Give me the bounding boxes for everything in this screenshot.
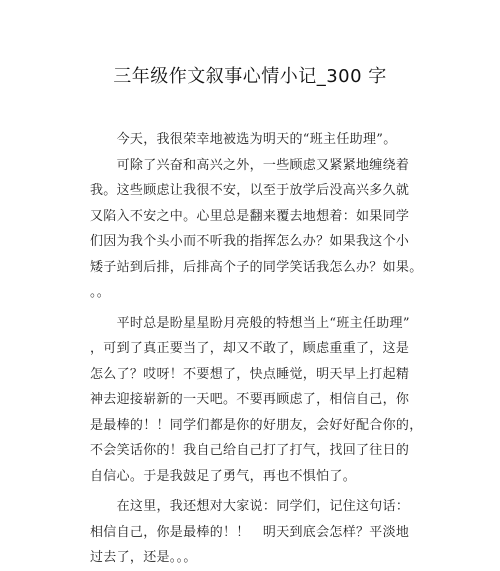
text-line: 可除了兴奋和高兴之外，一些顾虑又紧紧地缠绕着 [90,157,410,173]
document-body [90,127,430,571]
text-line: 怎么了？哎呀！不要想了，快点睡觉，明天早上打起精 [90,366,410,382]
paragraph-2 [90,311,430,490]
text-line: 又陷入不安之中。心里总是翻来覆去地想着：如果同学 [90,208,410,224]
text-line: 我。这些顾虑让我很不安，以至于放学后没高兴多久就 [90,183,410,198]
text-line: 不会笑话你的！我自己给自己打了打气，找回了往日的 [90,443,410,458]
text-line: 矮子站到后排，后排高个子的同学笑话我怎么办？如果。 [90,259,423,275]
text-line: 。。 [90,285,111,300]
paragraph-3 [90,494,430,571]
text-line: 今天，我很荣幸地被选为明天的“班主任助理”。 [90,132,397,147]
paragraph-1 [90,127,430,306]
text-line: 神去迎接崭新的一天吧。不要再顾虑了，相信自己，你 [90,392,410,407]
document-title: 三年级作文叙事心情小记_300 字 [113,66,387,87]
text-line: 自信心。于是我鼓足了勇气，再也不惧怕了。 [90,468,357,484]
text-line: 们因为我个头小而不听我的指挥怎么办？如果我这个小 [90,234,410,249]
text-line: 相信自己，你是最棒的！！ 明天到底会怎样？平淡地 [90,524,410,540]
text-line: ，可到了真正要当了，却又不敢了，顾虑重重了，这是 [90,341,410,356]
text-line: 是最棒的！！同学们都是你的好朋友，会好好配合你的， [90,417,423,433]
text-line: 平时总是盼星星盼月亮般的特想当上“班主任助理” [90,315,410,331]
text-line: 在这里，我还想对大家说：同学们，记住这句话： [90,499,410,514]
text-line: 过去了，还是。。。 [90,550,197,565]
